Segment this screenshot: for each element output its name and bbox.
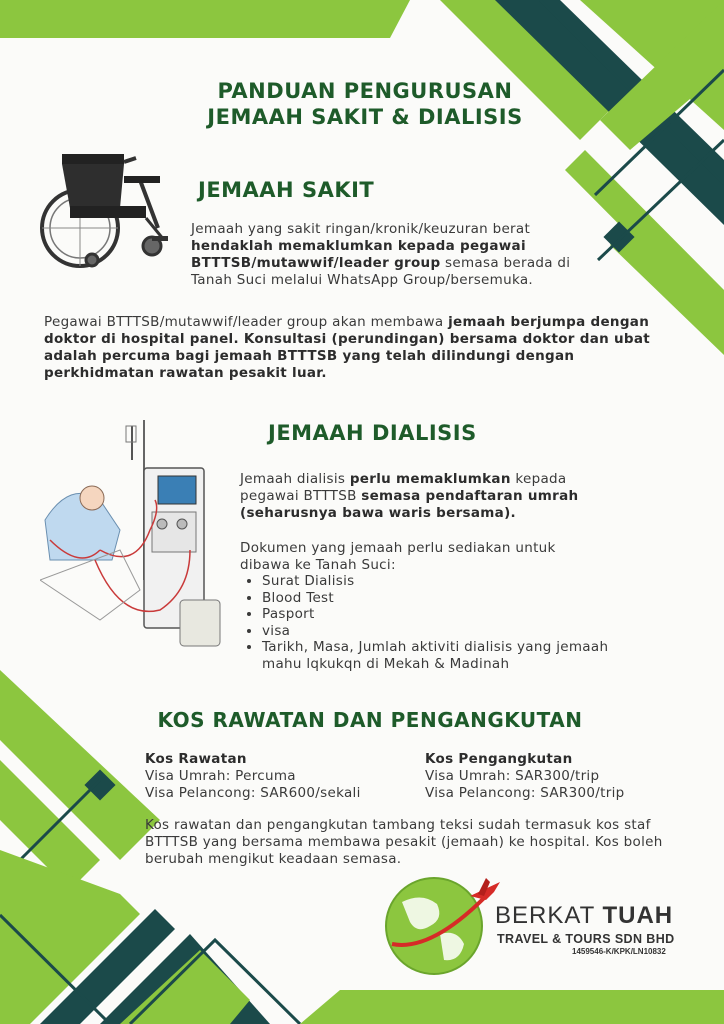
list-item: • Pasport [262,606,620,623]
sakit-paragraph-2 [44,314,659,382]
dialisis-p2-text: Dokumen yang jemaah perlu sediakan untuk dibawa ke Tanah Suci: [240,540,556,573]
logo-name-b: TUAH [602,902,674,929]
kos-pengangkutan-line2: Visa Pelancong: SAR300/trip [425,785,625,801]
company-logo [382,874,702,984]
kos-note: Kos rawatan dan pengangkutan tambang teksi sudah termasuk kos staf BTTTSB yang bersama membawa pesakit (jemaah) ke hospital. Kos boleh berubah mengikut keadaan semasa. [145,817,663,867]
kos-pengangkutan-block [425,751,685,802]
list-item: • visa [262,623,620,640]
logo-name [495,902,673,930]
sakit-p1-text-c: semasa berada di Tanah Suci melalui WhatsApp Group/bersemuka. [191,255,571,288]
dialisis-p1-text-c: kepada pegawai BTTTSB [240,471,567,504]
sakit-p1-text-bold: hendaklah memaklumkan kepada pegawai BTTTSB/mutawwif/leader group [191,238,526,271]
kos-rawatan-label: Kos Rawatan [145,751,247,767]
page-title-line1: PANDUAN PENGURUSAN [217,79,513,103]
kos-pengangkutan-label: Kos Pengangkutan [425,751,573,767]
list-item: • Blood Test [262,590,620,607]
globe-plane-logo-icon [382,874,502,979]
dialisis-paragraph-2 [240,540,610,574]
logo-name-a: BERKAT [495,902,603,929]
dialisis-p1-text-bold-1: perlu memaklumkan [349,471,511,487]
sakit-paragraph-1 [191,221,591,289]
dialisis-paragraph-1 [240,471,615,522]
list-item: • Tarikh, Masa, Jumlah aktiviti dialisis yang jemaah mahu lqkukqn di Mekah & Madinah [262,639,620,672]
dialysis-illustration [40,420,240,648]
dialisis-p1-text-a: Jemaah dialisis [240,471,350,487]
page-title [150,78,580,130]
section-title-jemaah-dialisis: JEMAAH DIALISIS [268,421,477,445]
section-title-jemaah-sakit: JEMAAH SAKIT [198,178,375,202]
page-title-line2: JEMAAH SAKIT & DIALISIS [207,105,523,129]
sakit-p2-text-a: Pegawai BTTTSB/mutawwif/leader group akan membawa [44,314,449,330]
logo-registration: 1459546-K/KPK/LN10832 [572,947,666,956]
wheelchair-illustration [40,148,170,273]
section-title-kos: KOS RAWATAN DAN PENGANGKUTAN [157,708,583,732]
sakit-p1-text-a: Jemaah yang sakit ringan/kronik/keuzuran berat [191,221,531,237]
list-item: • Surat Dialisis [262,573,620,590]
kos-rawatan-line2: Visa Pelancong: SAR600/sekali [145,785,361,801]
dialisis-document-list [240,573,620,672]
kos-rawatan-block [145,751,415,802]
kos-pengangkutan-line1: Visa Umrah: SAR300/trip [425,768,600,784]
dialisis-p1-text-bold-2: semasa pendaftaran umrah (seharusnya bawa waris bersama). [240,488,579,521]
sakit-p2-text-bold: jemaah berjumpa dengan doktor di hospital panel. Konsultasi (perundingan) bersama doktor dan ubat adalah percuma bagi jemaah BTTTSB yang telah dilindungi dengan perkhidmatan rawatan pesakit luar. [44,314,651,381]
kos-rawatan-line1: Visa Umrah: Percuma [145,768,296,784]
logo-subtitle: TRAVEL & TOURS SDN BHD [497,932,675,946]
